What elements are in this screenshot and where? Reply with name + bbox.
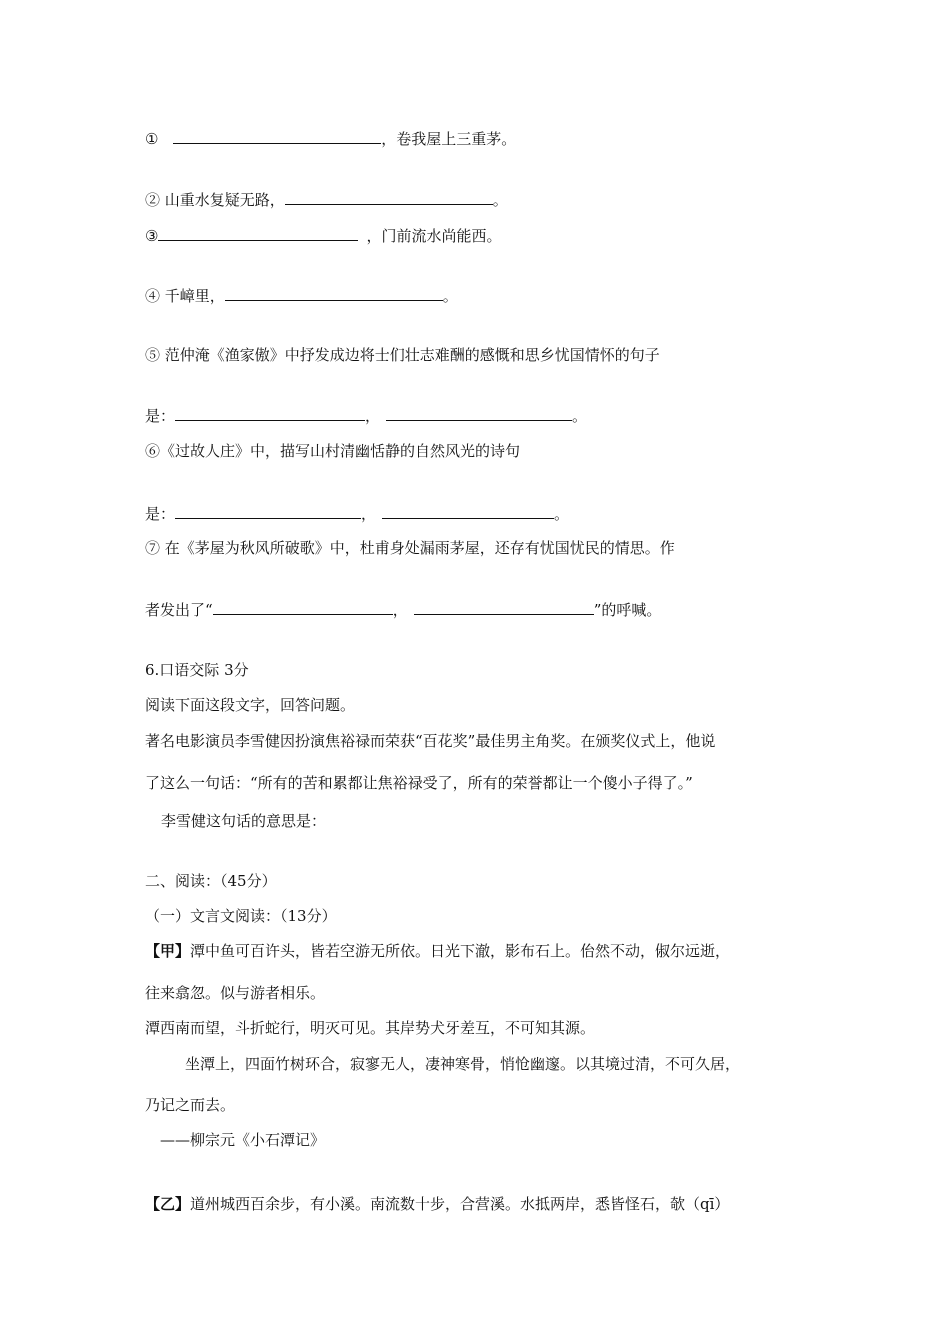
answer-blank[interactable] xyxy=(386,404,572,421)
q5-item-5-answer: 是： ， 。 xyxy=(145,404,587,427)
passage-jia-line-5: 乃记之而去。 xyxy=(145,1096,236,1114)
q5-item-3: ③ ，门前流水尚能西。 xyxy=(145,224,501,247)
passage-jia-line-2: 往来翕忽。似与游者相乐。 xyxy=(145,984,326,1002)
section-2-sub-title: （一）文言文阅读：（13分） xyxy=(145,907,337,925)
answer-blank[interactable] xyxy=(285,188,493,205)
answer-blank[interactable] xyxy=(213,598,393,615)
q5-item-4: ④ 千嶂里， 。 xyxy=(145,284,458,307)
q5-item-2: ② 山重水复疑无路， 。 xyxy=(145,188,508,211)
answer-blank[interactable] xyxy=(225,284,443,301)
q5-item-6-answer: 是： ， 。 xyxy=(145,502,569,525)
section-2-title: 二、阅读：（45分） xyxy=(145,872,277,890)
q5-item-7-answer: 者发出了“ ， ”的呼喊。 xyxy=(145,598,661,621)
passage-yi-line-1: 【乙】道州城西百余步，有小溪。南流数十步，合营溪。水抵两岸，悉皆怪石，欹（qī） xyxy=(145,1195,730,1213)
q5-item-5: ⑤ 范仲淹《渔家傲》中抒发成边将士们壮志难酬的感慨和思乡忧国情怀的句子 xyxy=(145,346,660,364)
q6-title: 6.口语交际 3分 xyxy=(145,661,249,679)
q6-passage-line-2: 了这么一句话：“所有的苦和累都让焦裕禄受了，所有的荣誉都让一个傻小子得了。” xyxy=(145,774,693,792)
q6-prompt: 阅读下面这段文字，回答问题。 xyxy=(145,696,356,714)
q5-item-6: ⑥《过故人庄》中，描写山村清幽恬静的自然风光的诗句 xyxy=(145,442,521,460)
q5-item-1: ① ，卷我屋上三重茅。 xyxy=(145,127,516,150)
answer-blank[interactable] xyxy=(175,404,365,421)
q6-question: 李雪健这句话的意思是： xyxy=(161,812,327,830)
q6-passage-line-1: 著名电影演员李雪健因扮演焦裕禄而荣获“百花奖”最佳男主角奖。在颁奖仪式上，他说 xyxy=(145,732,716,750)
passage-jia-source: ——柳宗元《小石潭记》 xyxy=(160,1131,326,1149)
passage-jia-line-4: 坐潭上，四面竹树环合，寂寥无人，凄神寒骨，悄怆幽邃。以其境过清，不可久居， xyxy=(185,1055,741,1073)
answer-blank[interactable] xyxy=(173,127,381,144)
answer-blank[interactable] xyxy=(175,502,361,519)
answer-blank[interactable] xyxy=(414,598,594,615)
q5-item-7: ⑦ 在《茅屋为秋风所破歌》中，杜甫身处漏雨茅屋，还存有忧国忧民的情思。作 xyxy=(145,539,675,557)
passage-jia-line-1: 【甲】潭中鱼可百许头，皆若空游无所依。日光下澈，影布石上。佁然不动，俶尔远逝， xyxy=(145,942,731,960)
answer-blank[interactable] xyxy=(382,502,554,519)
passage-jia-line-3: 潭西南而望，斗折蛇行，明灭可见。其岸势犬牙差互，不可知其源。 xyxy=(145,1019,596,1037)
answer-blank[interactable] xyxy=(158,224,358,241)
